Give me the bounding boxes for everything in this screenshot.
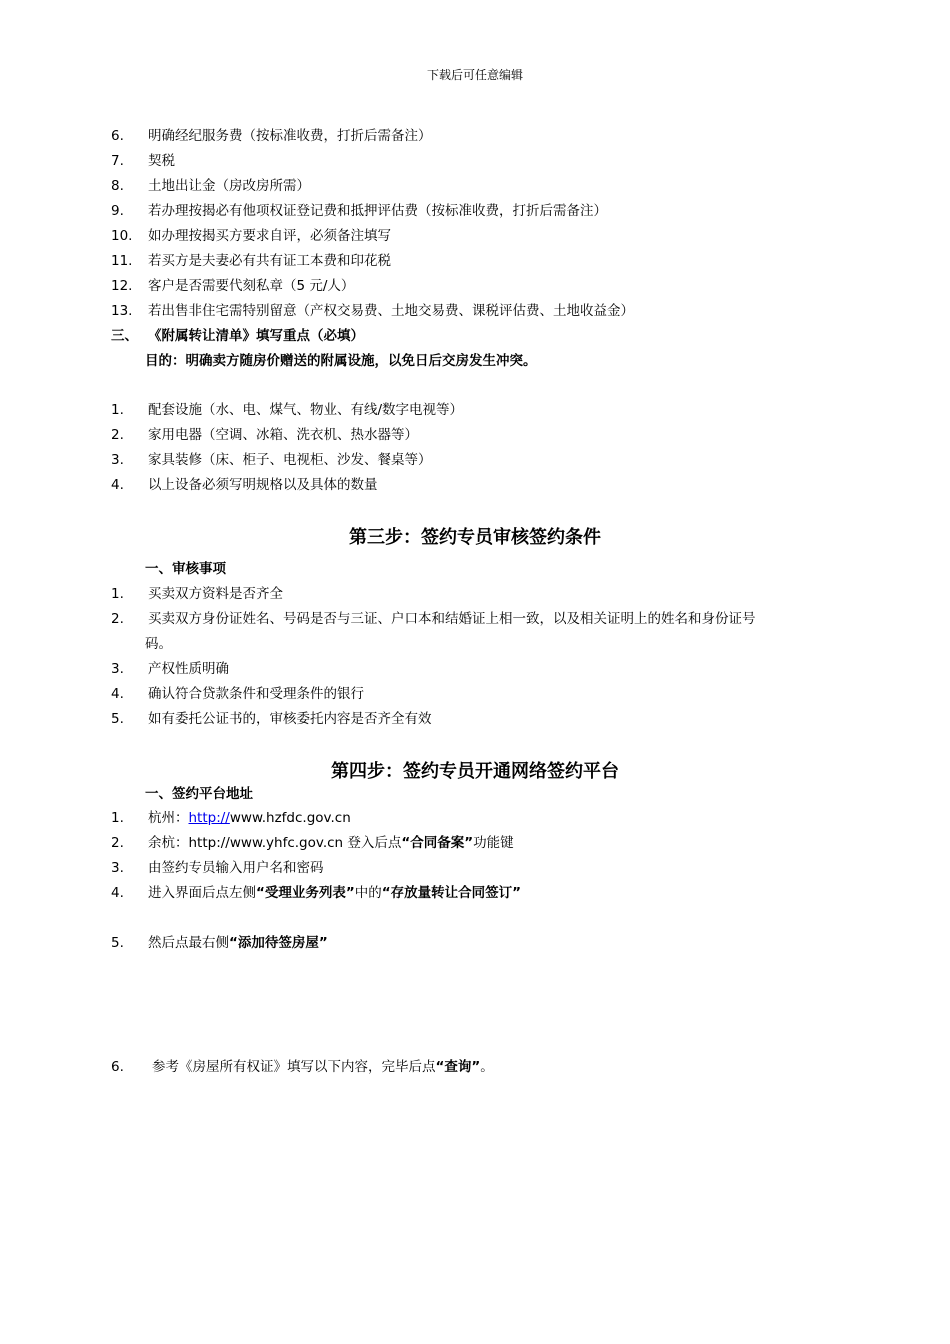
list-item: 11. 若买方是夫妻必有共有证工本费和印花税: [111, 253, 391, 269]
list-item: 10. 如办理按揭买方要求自评，必须备注填写: [111, 228, 391, 244]
list-item-continuation: 码。: [145, 636, 172, 652]
list-item: 6. 参考《房屋所有权证》填写以下内容，完毕后点“查询”。: [111, 1059, 494, 1075]
hzfdc-link[interactable]: http://: [188, 810, 230, 826]
list-item: 2. 余杭：http://www.yhfc.gov.cn 登入后点“合同备案”功能键: [111, 835, 514, 851]
section-heading: 三、 《附属转让清单》填写重点（必填）: [111, 328, 364, 344]
list-item: 9. 若办理按揭必有他项权证登记费和抵押评估费（按标准收费，打折后需备注）: [111, 203, 607, 219]
list-item: 3. 家具装修（床、柜子、电视柜、沙发、餐桌等）: [111, 452, 432, 468]
section-purpose: 目的：明确卖方随房价赠送的附属设施，以免日后交房发生冲突。: [145, 353, 537, 369]
list-item: 4. 确认符合贷款条件和受理条件的银行: [111, 686, 364, 702]
list-item: 4. 进入界面后点左侧“受理业务列表”中的“存放量转让合同签订”: [111, 885, 521, 901]
list-item: 6. 明确经纪服务费（按标准收费，打折后需备注）: [111, 128, 432, 144]
list-item: 1. 配套设施（水、电、煤气、物业、有线/数字电视等）: [111, 402, 464, 418]
step4-title: 第四步：签约专员开通网络签约平台: [331, 761, 619, 782]
page-header: 下载后可任意编辑: [426, 68, 523, 82]
step3-title: 第三步：签约专员审核签约条件: [349, 527, 601, 548]
list-item: 7. 契税: [111, 153, 175, 169]
list-item: 3. 由签约专员输入用户名和密码: [111, 860, 324, 876]
list-item: 1. 杭州：http://www.hzfdc.gov.cn: [111, 810, 351, 826]
step3-subheading: 一、审核事项: [145, 561, 226, 577]
list-item: 2. 家用电器（空调、冰箱、洗衣机、热水器等）: [111, 427, 418, 443]
list-item: 1. 买卖双方资料是否齐全: [111, 586, 283, 602]
list-item: 3. 产权性质明确: [111, 661, 229, 677]
list-item: 12. 客户是否需要代刻私章（5 元/人）: [111, 278, 355, 294]
step4-subheading: 一、签约平台地址: [145, 786, 253, 802]
list-item: 5. 然后点最右侧“添加待签房屋”: [111, 935, 328, 951]
list-item: 4. 以上设备必须写明规格以及具体的数量: [111, 477, 378, 493]
list-item: 2. 买卖双方身份证姓名、号码是否与三证、户口本和结婚证上相一致，以及相关证明上的姓名和身份证号: [111, 611, 756, 627]
list-item: 5. 如有委托公证书的，审核委托内容是否齐全有效: [111, 711, 432, 727]
list-item: 8. 土地出让金（房改房所需）: [111, 178, 310, 194]
list-item: 13. 若出售非住宅需特别留意（产权交易费、土地交易费、课税评估费、土地收益金）: [111, 303, 634, 319]
